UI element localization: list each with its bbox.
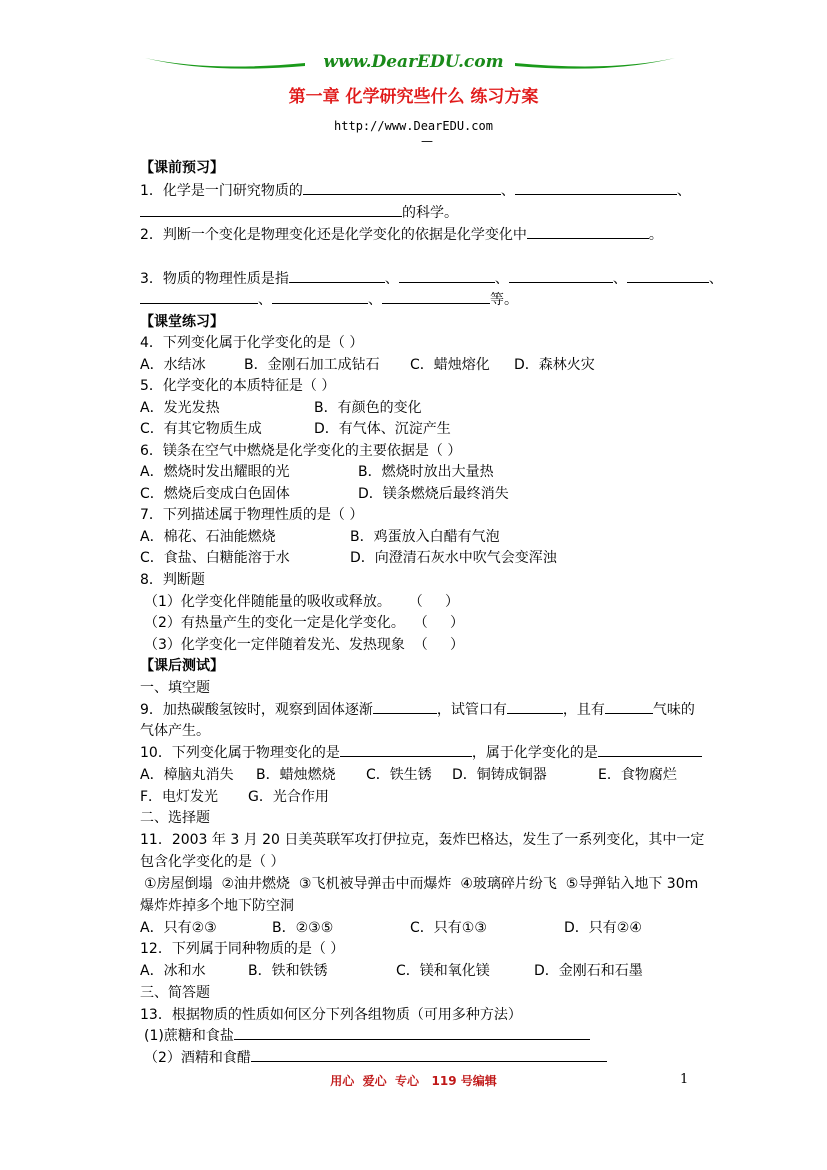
- question-13: 13．根据物质的性质如何区分下列各组物质（可用多种方法）: [140, 1007, 522, 1023]
- q5-option-b: B．有颜色的变化: [314, 400, 422, 416]
- question-12: 12．下列属于同种物质的是（ ）: [140, 941, 345, 957]
- question-7: 7．下列描述属于物理性质的是（ ）: [140, 507, 364, 523]
- q11-option-b: B．②③⑤: [272, 920, 334, 936]
- question-3-line2: 、 、 等。: [140, 289, 518, 309]
- question-11-line1: 11．2003 年 3 月 20 日美英联军攻打伊拉克，轰炸巴格达，发生了一系列变化，其中一定: [140, 832, 705, 848]
- q12-option-a: A．冰和水: [140, 963, 206, 979]
- q8-item-2: （2）有热量产生的变化一定是化学变化。 （ ）: [144, 615, 465, 631]
- q10-option-a: A．樟脑丸消失: [140, 767, 234, 783]
- q5-option-a: A．发光发热: [140, 400, 220, 416]
- section-post-heading: 【课后测试】: [140, 658, 224, 674]
- q10-option-c: C．铁生锈: [366, 767, 432, 783]
- question-1-line1: 1．化学是一门研究物质的 、 、: [140, 180, 691, 200]
- q11-option-a: A．只有②③: [140, 920, 217, 936]
- q12-option-b: B．铁和铁锈: [248, 963, 328, 979]
- page-title: 第一章 化学研究些什么 练习方案: [288, 87, 539, 107]
- q10-option-d: D．铜铸成铜器: [452, 767, 547, 783]
- section-class-heading: 【课堂练习】: [140, 314, 224, 330]
- question-4: 4．下列变化属于化学变化的是（ ）: [140, 335, 364, 351]
- question-11-line3: ①房屋倒塌 ②油井燃烧 ③飞机被导弹击中而爆炸 ④玻璃碎片纷飞 ⑤导弹钻入地下 30m: [144, 876, 699, 892]
- title-mark: —: [421, 134, 433, 148]
- question-13-part2: （2）酒精和食醋: [144, 1047, 607, 1067]
- page-number: 1: [680, 1072, 689, 1087]
- q4-option-a: A．水结冰: [140, 357, 206, 373]
- q11-option-c: C．只有①③: [410, 920, 487, 936]
- q10-option-e: E．食物腐烂: [598, 767, 677, 783]
- q4-option-d: D．森林火灾: [514, 357, 595, 373]
- question-1-line2: 的科学。: [140, 202, 458, 222]
- section-pre-heading: 【课前预习】: [140, 160, 224, 176]
- q11-option-d: D．只有②④: [564, 920, 642, 936]
- q6-option-d: D．镁条燃烧后最终消失: [358, 486, 509, 502]
- q6-option-c: C．燃烧后变成白色固体: [140, 486, 290, 502]
- question-11-line2: 包含化学变化的是（ ）: [140, 854, 285, 870]
- site-url: http://www.DearEDU.com: [334, 119, 493, 133]
- q7-option-c: C．食盐、白糖能溶于水: [140, 550, 290, 566]
- question-13-part1: (1)蔗糖和食盐: [144, 1025, 590, 1045]
- q6-option-a: A．燃烧时发出耀眼的光: [140, 464, 290, 480]
- q4-option-b: B．金刚石加工成钻石: [244, 357, 380, 373]
- question-6: 6．镁条在空气中燃烧是化学变化的主要依据是（ ）: [140, 443, 462, 459]
- section-choice-heading: 二、选择题: [140, 810, 210, 826]
- q10-option-f: F．电灯发光: [140, 789, 219, 805]
- q7-option-a: A．棉花、石油能燃烧: [140, 529, 276, 545]
- q4-option-c: C．蜡烛熔化: [410, 357, 490, 373]
- q8-item-3: （3）化学变化一定伴随着发光、发热现象 （ ）: [144, 637, 465, 653]
- q7-option-d: D．向澄清石灰水中吹气会变浑浊: [350, 550, 557, 566]
- question-5: 5．化学变化的本质特征是（ ）: [140, 378, 336, 394]
- question-8: 8．判断题: [140, 572, 205, 588]
- q5-option-c: C．有其它物质生成: [140, 421, 262, 437]
- question-3-line1: 3．物质的物理性质是指 、 、 、 、: [140, 268, 723, 288]
- question-10: 10．下列变化属于物理变化的是 ，属于化学变化的是: [140, 742, 702, 762]
- question-2: 2．判断一个变化是物理变化还是化学变化的依据是化学变化中 。: [140, 224, 663, 244]
- q8-item-1: （1）化学变化伴随能量的吸收或释放。 （ ）: [144, 594, 459, 610]
- question-11-line4: 爆炸炸掉多个地下防空洞: [140, 898, 294, 914]
- question-9-line1: 9．加热碳酸氢铵时，观察到固体逐渐 ，试管口有 ，且有 气味的: [140, 699, 695, 719]
- q10-option-b: B．蜡烛燃烧: [256, 767, 336, 783]
- q6-option-b: B．燃烧时放出大量热: [358, 464, 494, 480]
- q7-option-b: B．鸡蛋放入白醋有气泡: [350, 529, 500, 545]
- q12-option-c: C．镁和氧化镁: [396, 963, 490, 979]
- q12-option-d: D．金刚石和石墨: [534, 963, 643, 979]
- section-short-answer-heading: 三、简答题: [140, 985, 210, 1001]
- question-9-line2: 气体产生。: [140, 723, 210, 739]
- q5-option-d: D．有气体、沉淀产生: [314, 421, 451, 437]
- section-fill-heading: 一、填空题: [140, 680, 210, 696]
- page-footer: 用心 爱心 专心 119 号编辑: [330, 1074, 497, 1088]
- site-logo-text: www.DearEDU.com: [323, 52, 504, 72]
- q10-option-g: G．光合作用: [248, 789, 329, 805]
